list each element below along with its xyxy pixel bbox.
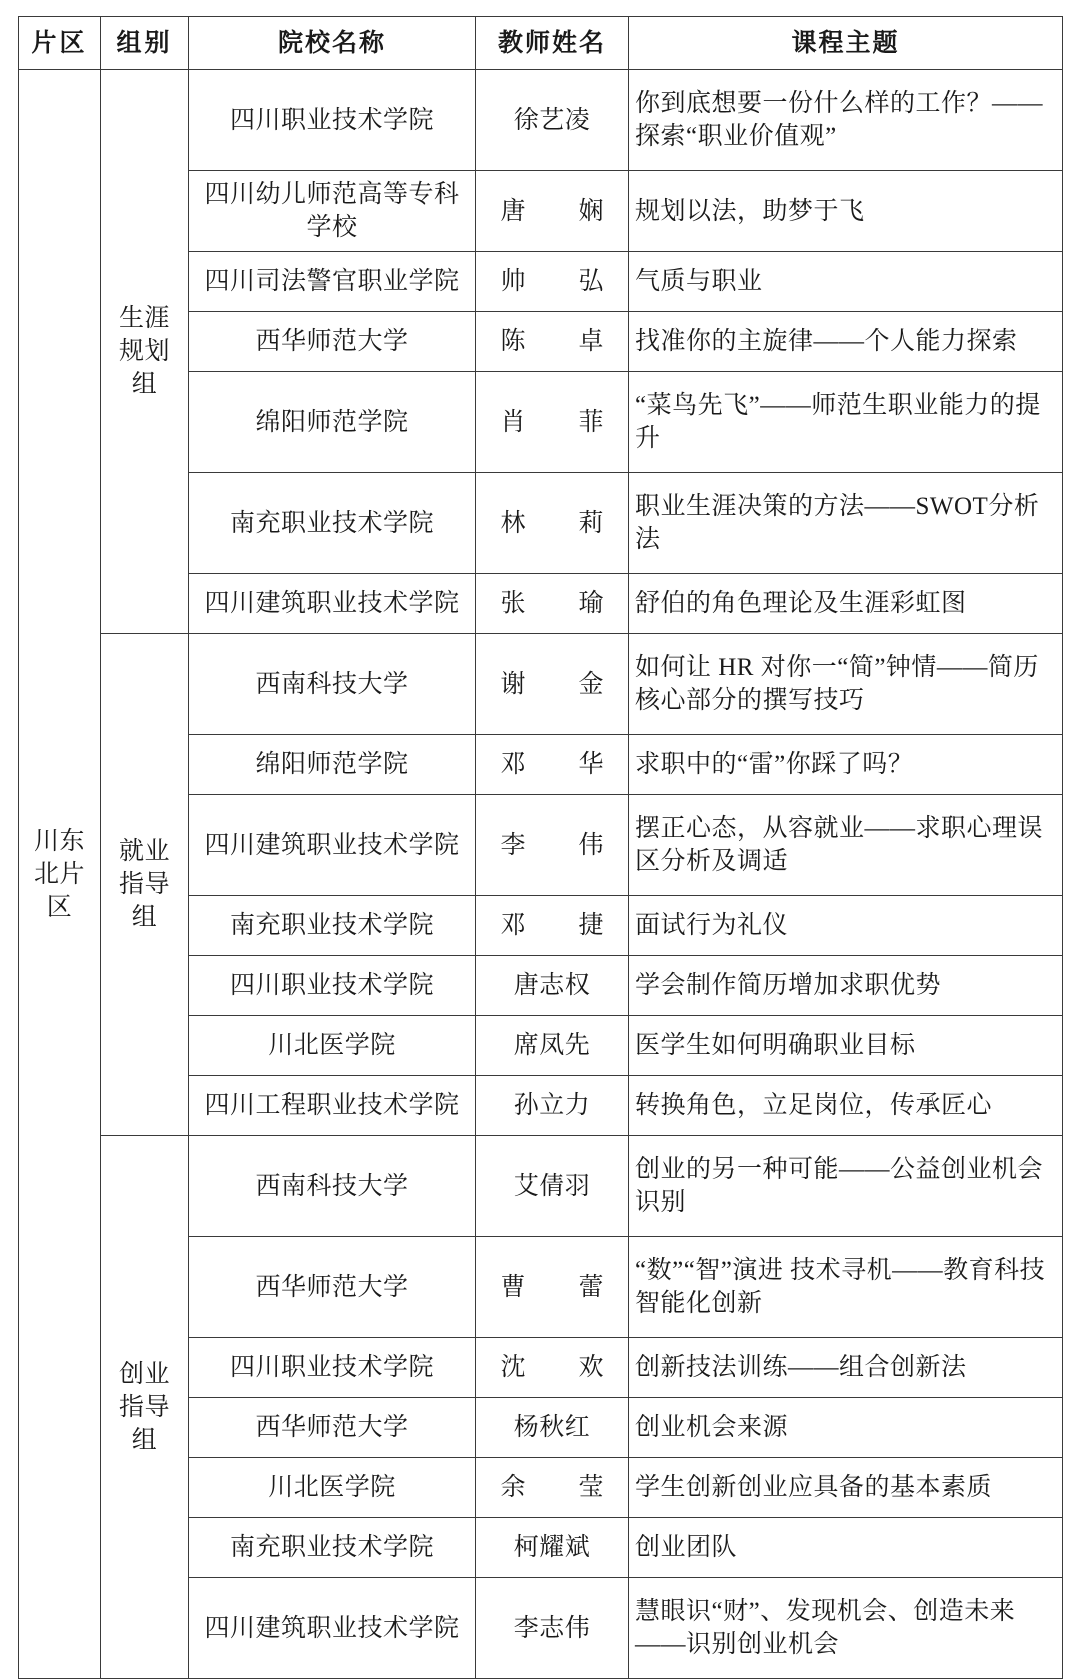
teacher-name-cell: 艾倩羽 xyxy=(476,1136,629,1237)
table-row xyxy=(19,1136,1063,1237)
school-name-cell: 四川幼儿师范高等专科学校 xyxy=(189,171,476,252)
table-body xyxy=(19,70,1063,1679)
course-topic-cell: 转换角色，立足岗位，传承匠心 xyxy=(629,1076,1063,1136)
column-header-region: 片区 xyxy=(19,17,101,70)
course-topic-cell: 面试行为礼仪 xyxy=(629,896,1063,956)
teacher-name-cell: 杨秋红 xyxy=(476,1398,629,1458)
group-cell-3: 创业指导组 xyxy=(101,1136,189,1679)
course-topic-cell: 规划以法，助梦于飞 xyxy=(629,171,1063,252)
table-row xyxy=(19,70,1063,171)
course-topic-cell: 创业团队 xyxy=(629,1518,1063,1578)
teacher-name-cell: 孙立力 xyxy=(476,1076,629,1136)
teacher-name-cell: 邓 华 xyxy=(476,735,629,795)
course-topic-cell: 求职中的“雷”你踩了吗？ xyxy=(629,735,1063,795)
teacher-name-cell: 李 伟 xyxy=(476,795,629,896)
teacher-name-cell: 余 莹 xyxy=(476,1458,629,1518)
course-topic-cell: 摆正心态，从容就业——求职心理误区分析及调适 xyxy=(629,795,1063,896)
school-name-cell: 南充职业技术学院 xyxy=(189,473,476,574)
course-schedule-table xyxy=(18,16,1063,1679)
school-name-cell: 西南科技大学 xyxy=(189,1136,476,1237)
teacher-name-cell: 谢 金 xyxy=(476,634,629,735)
group-cell-1: 生涯规划组 xyxy=(101,70,189,634)
school-name-cell: 川北医学院 xyxy=(189,1458,476,1518)
school-name-cell: 西华师范大学 xyxy=(189,1237,476,1338)
school-name-cell: 四川职业技术学院 xyxy=(189,70,476,171)
course-topic-cell: 舒伯的角色理论及生涯彩虹图 xyxy=(629,574,1063,634)
school-name-cell: 四川建筑职业技术学院 xyxy=(189,795,476,896)
course-topic-cell: 慧眼识“财”、发现机会、创造未来——识别创业机会 xyxy=(629,1578,1063,1679)
column-header-teacher: 教师姓名 xyxy=(476,17,629,70)
course-topic-cell: 找准你的主旋律——个人能力探索 xyxy=(629,312,1063,372)
school-name-cell: 四川职业技术学院 xyxy=(189,1338,476,1398)
school-name-cell: 川北医学院 xyxy=(189,1016,476,1076)
teacher-name-cell: 徐艺凌 xyxy=(476,70,629,171)
teacher-name-cell: 帅 弘 xyxy=(476,252,629,312)
course-topic-cell: 你到底想要一份什么样的工作？——探索“职业价值观” xyxy=(629,70,1063,171)
school-name-cell: 绵阳师范学院 xyxy=(189,735,476,795)
school-name-cell: 四川职业技术学院 xyxy=(189,956,476,1016)
teacher-name-cell: 陈 卓 xyxy=(476,312,629,372)
column-header-topic: 课程主题 xyxy=(629,17,1063,70)
course-topic-cell: “菜鸟先飞”——师范生职业能力的提升 xyxy=(629,372,1063,473)
teacher-name-cell: 林 莉 xyxy=(476,473,629,574)
teacher-name-cell: 曹 蕾 xyxy=(476,1237,629,1338)
column-header-school: 院校名称 xyxy=(189,17,476,70)
course-topic-cell: “数”“智”演进 技术寻机——教育科技智能化创新 xyxy=(629,1237,1063,1338)
course-topic-cell: 如何让 HR 对你一“简”钟情——简历核心部分的撰写技巧 xyxy=(629,634,1063,735)
table-header xyxy=(19,17,1063,70)
teacher-name-cell: 李志伟 xyxy=(476,1578,629,1679)
course-topic-cell: 学会制作简历增加求职优势 xyxy=(629,956,1063,1016)
teacher-name-cell: 唐 娴 xyxy=(476,171,629,252)
school-name-cell: 西华师范大学 xyxy=(189,1398,476,1458)
teacher-name-cell: 邓 捷 xyxy=(476,896,629,956)
course-topic-cell: 创新技法训练——组合创新法 xyxy=(629,1338,1063,1398)
course-topic-cell: 创业的另一种可能——公益创业机会识别 xyxy=(629,1136,1063,1237)
school-name-cell: 四川工程职业技术学院 xyxy=(189,1076,476,1136)
course-topic-cell: 医学生如何明确职业目标 xyxy=(629,1016,1063,1076)
school-name-cell: 四川建筑职业技术学院 xyxy=(189,574,476,634)
school-name-cell: 绵阳师范学院 xyxy=(189,372,476,473)
teacher-name-cell: 张 瑜 xyxy=(476,574,629,634)
teacher-name-cell: 柯耀斌 xyxy=(476,1518,629,1578)
course-topic-cell: 气质与职业 xyxy=(629,252,1063,312)
school-name-cell: 西南科技大学 xyxy=(189,634,476,735)
group-cell-2: 就业指导组 xyxy=(101,634,189,1136)
teacher-name-cell: 沈 欢 xyxy=(476,1338,629,1398)
school-name-cell: 四川建筑职业技术学院 xyxy=(189,1578,476,1679)
teacher-name-cell: 席凤先 xyxy=(476,1016,629,1076)
course-topic-cell: 创业机会来源 xyxy=(629,1398,1063,1458)
table-row xyxy=(19,634,1063,735)
course-topic-cell: 职业生涯决策的方法——SWOT分析法 xyxy=(629,473,1063,574)
region-cell: 川东北片区 xyxy=(19,70,101,1679)
teacher-name-cell: 肖 菲 xyxy=(476,372,629,473)
school-name-cell: 四川司法警官职业学院 xyxy=(189,252,476,312)
teacher-name-cell: 唐志权 xyxy=(476,956,629,1016)
school-name-cell: 西华师范大学 xyxy=(189,312,476,372)
course-topic-cell: 学生创新创业应具备的基本素质 xyxy=(629,1458,1063,1518)
school-name-cell: 南充职业技术学院 xyxy=(189,896,476,956)
column-header-group: 组别 xyxy=(101,17,189,70)
school-name-cell: 南充职业技术学院 xyxy=(189,1518,476,1578)
header-row xyxy=(19,17,1063,70)
